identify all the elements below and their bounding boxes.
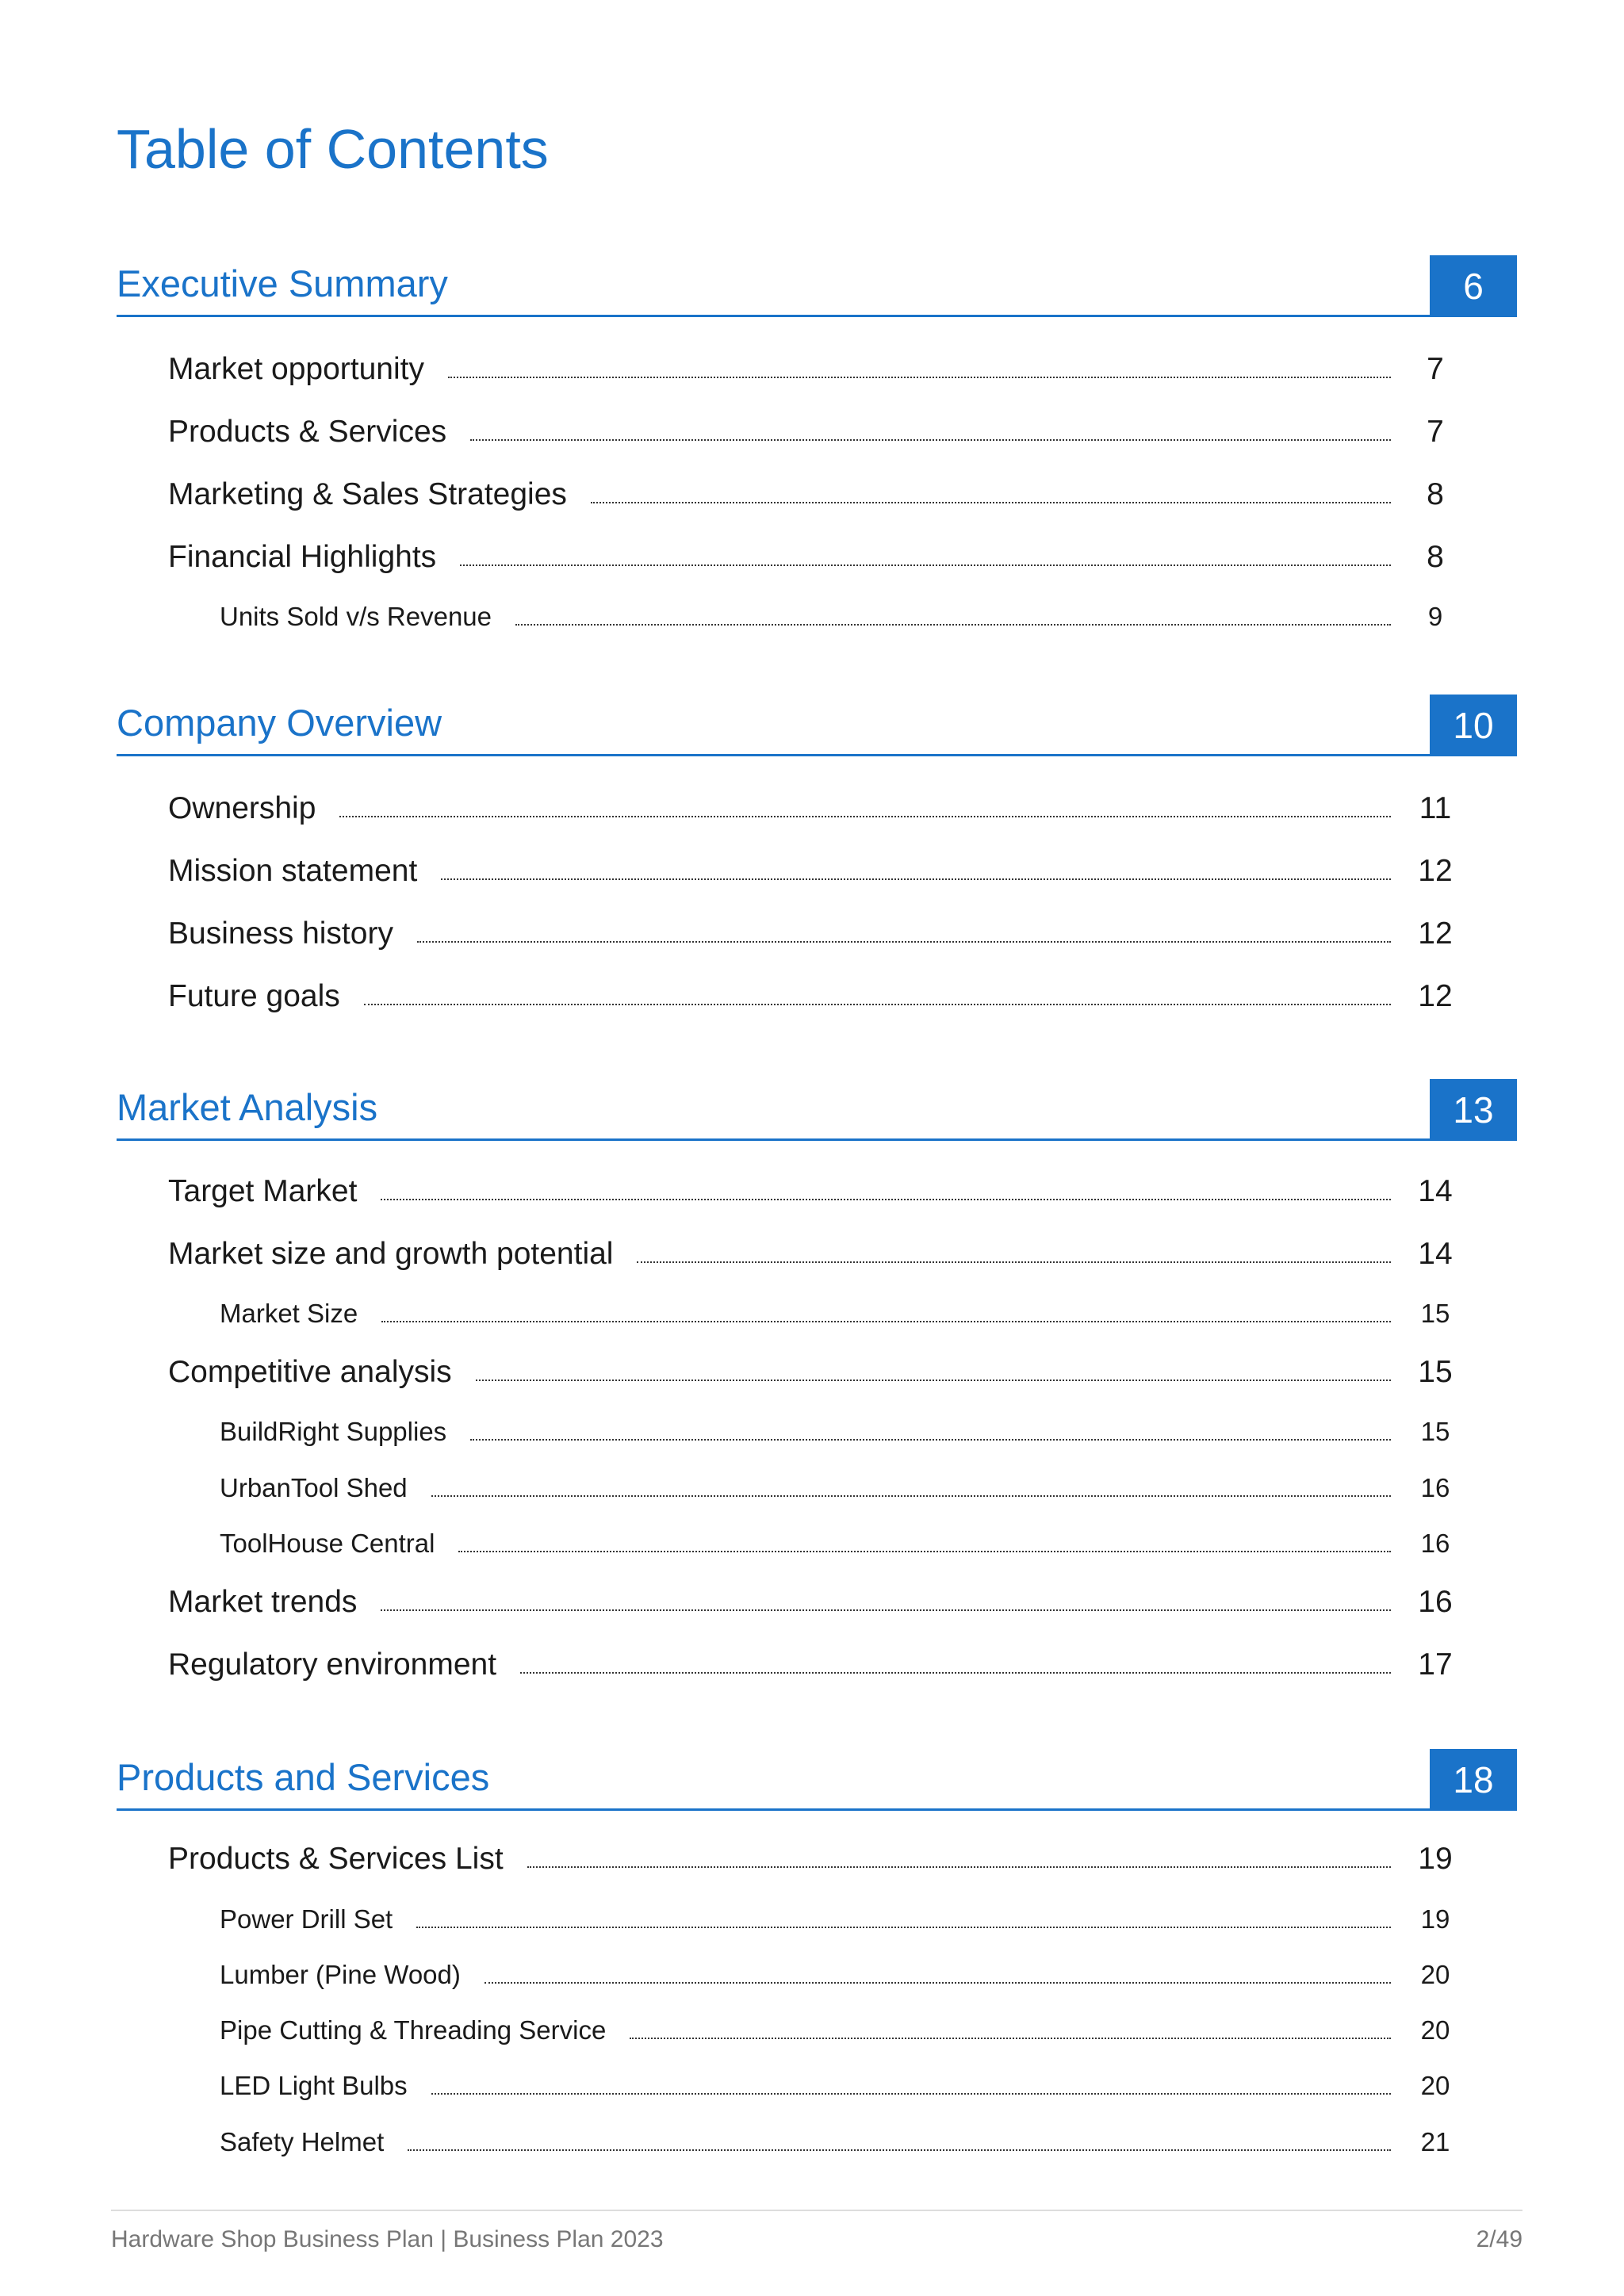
toc-entry-page-number: 7 [1427,352,1444,386]
toc-entry-label: Ownership [168,791,316,825]
toc-entry-page-number: 15 [1420,1299,1450,1328]
toc-entry-label: UrbanTool Shed [220,1473,408,1502]
toc-entry-label: Market Size [220,1299,358,1328]
toc-subentry[interactable] [220,1951,1480,1999]
toc-section-header[interactable] [117,1079,1517,1141]
toc-subentry[interactable] [220,1408,1480,1456]
toc-dot-leader [364,1004,1391,1005]
toc-entry-page-number: 15 [1420,1417,1450,1446]
toc-subentry[interactable] [220,2007,1480,2054]
toc-entry-label: Products & Services [168,415,447,449]
toc-entry[interactable] [168,973,1480,1020]
toc-entry-page-number: 8 [1427,540,1444,574]
toc-entry-page-number: 14 [1418,1237,1453,1271]
toc-entry-page-number: 21 [1420,2127,1450,2156]
toc-entry-label: LED Light Bulbs [220,2071,408,2100]
toc-entry-label: Marketing & Sales Strategies [168,477,567,511]
toc-dot-leader [381,1321,1391,1322]
toc-subentry[interactable] [220,1464,1480,1512]
toc-dot-leader [417,941,1391,943]
toc-dot-leader [470,1439,1391,1441]
toc-entry[interactable] [168,1641,1480,1689]
toc-dot-leader [441,878,1391,880]
toc-subentry[interactable] [220,1896,1480,1943]
toc-entry-page-number: 16 [1418,1585,1453,1619]
toc-entry-label: Regulatory environment [168,1647,497,1682]
toc-entry-label: BuildRight Supplies [220,1417,447,1446]
page-title: Table of Contents [117,118,549,180]
toc-section-title: Executive Summary [117,262,448,304]
toc-entry-label: Business history [168,916,393,951]
toc-section-page-badge: 6 [1430,255,1517,317]
toc-dot-leader [527,1866,1391,1868]
toc-entry-page-number: 8 [1427,477,1444,511]
toc-subentry[interactable] [220,2118,1480,2166]
toc-entry[interactable] [168,1168,1480,1215]
toc-entry-page-number: 14 [1418,1174,1453,1208]
toc-dot-leader [460,564,1391,566]
toc-entry-label: Safety Helmet [220,2127,385,2156]
toc-entry[interactable] [168,471,1480,519]
toc-entry-page-number: 12 [1418,854,1453,888]
toc-entry-page-number: 20 [1420,2015,1450,2045]
toc-dot-leader [431,2093,1391,2095]
toc-entry[interactable] [168,408,1480,456]
toc-dot-leader [476,1380,1391,1381]
toc-entry[interactable] [168,848,1480,895]
toc-section-page-badge: 13 [1430,1079,1517,1141]
toc-entry-label: Market opportunity [168,352,424,386]
toc-entry-label: Competitive analysis [168,1355,452,1389]
toc-dot-leader [637,1261,1391,1263]
toc-entry[interactable] [168,1835,1480,1883]
toc-dot-leader [381,1609,1391,1611]
toc-entry[interactable] [168,1349,1480,1396]
toc-entry-label: Future goals [168,979,340,1013]
toc-subentry[interactable] [220,2062,1480,2110]
toc-entry-page-number: 16 [1420,1529,1450,1558]
toc-section-header[interactable] [117,255,1517,317]
toc-dot-leader [458,1551,1391,1552]
toc-entry-page-number: 16 [1420,1473,1450,1502]
toc-section-page-badge: 18 [1430,1749,1517,1811]
toc-entry[interactable] [168,785,1480,832]
toc-entry-page-number: 20 [1420,2071,1450,2100]
toc-entry-label: Units Sold v/s Revenue [220,602,492,631]
toc-entry-page-number: 19 [1418,1842,1453,1876]
toc-entry-page-number: 11 [1419,791,1452,825]
toc-entry-label: Lumber (Pine Wood) [220,1960,461,1989]
toc-entry-label: Power Drill Set [220,1904,393,1934]
toc-subentry[interactable] [220,1290,1480,1337]
toc-entry[interactable] [168,910,1480,958]
toc-entry-label: Market trends [168,1585,358,1619]
toc-entry-page-number: 19 [1420,1904,1450,1934]
toc-section-header[interactable] [117,695,1517,756]
toc-entry-label: Market size and growth potential [168,1237,614,1271]
toc-entry-page-number: 12 [1418,916,1453,951]
toc-entry-label: Financial Highlights [168,540,437,574]
toc-dot-leader [630,2038,1391,2039]
toc-dot-leader [339,816,1391,817]
toc-section-title: Market Analysis [117,1086,378,1128]
toc-dot-leader [448,377,1391,378]
toc-dot-leader [408,2149,1391,2151]
toc-entry-page-number: 17 [1418,1647,1453,1682]
toc-dot-leader [485,1982,1391,1984]
toc-dot-leader [381,1199,1391,1200]
footer-divider [111,2210,1522,2211]
toc-dot-leader [515,624,1391,626]
toc-dot-leader [470,439,1391,441]
toc-entry-label: Target Market [168,1174,358,1208]
toc-entry-label: ToolHouse Central [220,1529,435,1558]
toc-section-header[interactable] [117,1749,1517,1811]
toc-section-title: Products and Services [117,1756,490,1798]
toc-entry[interactable] [168,534,1480,581]
toc-entry-page-number: 9 [1427,602,1443,631]
toc-dot-leader [520,1672,1391,1674]
toc-section-title: Company Overview [117,702,442,744]
toc-dot-leader [416,1927,1391,1928]
toc-entry[interactable] [168,1230,1480,1278]
toc-entry-label: Mission statement [168,854,418,888]
footer-page-number: 2/49 [1476,2226,1522,2252]
toc-entry-page-number: 7 [1427,415,1444,449]
toc-entry-label: Pipe Cutting & Threading Service [220,2015,607,2045]
footer-text: Hardware Shop Business Plan | Business Plan 2023 [111,2226,664,2252]
toc-entry-label: Products & Services List [168,1842,504,1876]
toc-section-page-badge: 10 [1430,695,1517,756]
toc-subentry[interactable] [220,593,1480,641]
toc-entry[interactable] [168,346,1480,393]
toc-entry[interactable] [168,1578,1480,1626]
toc-dot-leader [591,502,1391,503]
toc-entry-page-number: 15 [1418,1355,1453,1389]
toc-entry-page-number: 20 [1420,1960,1450,1989]
toc-dot-leader [431,1495,1391,1497]
toc-entry-page-number: 12 [1418,979,1453,1013]
toc-subentry[interactable] [220,1520,1480,1567]
